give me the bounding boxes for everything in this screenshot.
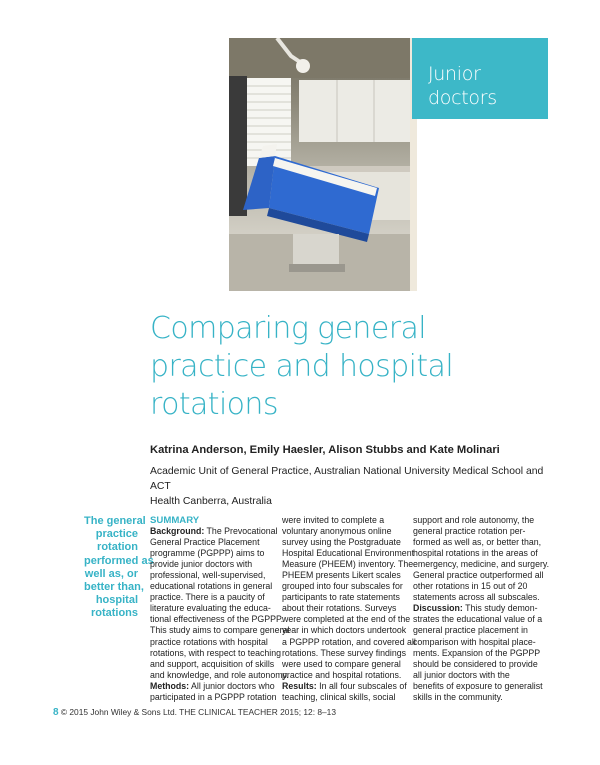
- summary-line-text: a PGPPP rotation, and covered all: [282, 636, 416, 647]
- section-tab: [412, 38, 548, 119]
- summary-line: [282, 614, 411, 625]
- summary-line-text: educational rotations in general: [150, 581, 273, 592]
- pull-quote-line: The general: [84, 515, 146, 527]
- summary-line-text: general practice rotation per-: [413, 526, 526, 537]
- pull-quote-line: hospital: [95, 594, 138, 607]
- summary-line: [413, 537, 542, 548]
- summary-line-text: participated in a PGPPP rotation: [150, 691, 277, 702]
- pull-quote-line: well as, or: [84, 567, 138, 580]
- article-title: [150, 310, 570, 424]
- summary-line: [150, 647, 282, 659]
- summary-line-text: In all four subscales of: [316, 680, 407, 691]
- summary-line-text: rotations, with respect to teaching: [150, 647, 282, 658]
- summary-column-2: [282, 515, 416, 703]
- pull-quote-line: performed as: [84, 554, 154, 567]
- summary-line: [282, 581, 406, 592]
- summary-line: [413, 592, 540, 603]
- summary-line-text: teaching, clinical skills, social: [282, 691, 396, 702]
- summary-line: [282, 625, 406, 636]
- summary-line: [413, 647, 541, 659]
- summary-line-text: all junior doctors with the: [413, 669, 510, 680]
- summary-line: [413, 614, 543, 625]
- affiliation: [150, 464, 550, 509]
- summary-line: [413, 548, 537, 559]
- summary-line: [150, 637, 274, 648]
- summary-line-text: and support, acquisition of skills: [150, 658, 275, 669]
- summary-line-text: support and role autonomy, the: [413, 515, 535, 525]
- summary-line: [282, 526, 406, 537]
- summary-line-text: Hospital Educational Environment: [282, 548, 415, 559]
- summary-line-text: rotations. These survey findings: [282, 647, 407, 658]
- summary-line: [413, 526, 537, 537]
- summary-line: [150, 614, 284, 625]
- affiliation-line-2: Health Canberra, Australia: [150, 496, 272, 507]
- pull-quote: [84, 515, 154, 621]
- summary-line-text: voluntary anonymous online: [282, 526, 392, 537]
- title-line-2: practice and hospital: [150, 349, 454, 384]
- summary-line: [150, 691, 277, 703]
- summary-line: [413, 603, 537, 614]
- summary-line: [150, 548, 274, 559]
- affiliation-line-1: Academic Unit of General Practice, Australian National University Medical School and ACT: [150, 466, 544, 492]
- summary-line-text: PHEEM presents Likert scales: [282, 570, 401, 581]
- summary-line-text: strates the educational value of a: [413, 614, 543, 625]
- summary-line: [150, 559, 274, 570]
- summary-line: [282, 559, 414, 570]
- summary-line-text: Measure (PHEEM) inventory. The: [282, 559, 414, 570]
- summary-line: [150, 592, 274, 603]
- summary-line: [413, 670, 537, 681]
- summary-line: [150, 659, 274, 670]
- summary-line-text: survey using the Postgraduate: [282, 537, 401, 548]
- footer-citation: © 2015 John Wiley & Sons Ltd. THE CLINICAL TEACHER 2015; 12: 8–13: [58, 707, 336, 717]
- summary-line: [413, 637, 537, 648]
- summary-line-text: year in which doctors undertook: [282, 625, 407, 636]
- summary-line: [282, 648, 406, 659]
- summary-line-text: skills in the community.: [413, 691, 503, 702]
- section-label-line-2: doctors: [428, 87, 497, 109]
- summary-line: [282, 515, 406, 526]
- summary-line-text: statements across all subscales.: [413, 592, 540, 603]
- summary-line: [282, 636, 416, 648]
- summary-line-text: other rotations in 15 out of 20: [413, 581, 528, 592]
- summary-section-label: Background:: [150, 526, 205, 537]
- summary-line-text: This study aims to compare general: [150, 625, 290, 636]
- section-label-line-1: Junior: [428, 63, 481, 85]
- summary-line-text: were invited to complete a: [282, 515, 385, 525]
- summary-line-text: were completed at the end of the: [282, 614, 411, 625]
- summary-line-text: hospital rotations in the areas of: [413, 548, 538, 559]
- summary-line: [413, 692, 537, 703]
- title-line-3: rotations: [150, 387, 278, 422]
- summary-line-text: programme (PGPPP) aims to: [150, 548, 265, 559]
- summary-line-text: about their rotations. Surveys: [282, 603, 397, 614]
- summary-line: [413, 515, 537, 526]
- clinic-photo: [229, 38, 410, 291]
- summary-line: [282, 603, 406, 614]
- summary-line-text: All junior doctors who: [189, 680, 275, 691]
- summary-line: [413, 680, 543, 692]
- summary-column-1: [150, 515, 290, 703]
- pull-quote-line: rotations: [90, 607, 138, 620]
- summary-line-text: This study demon-: [462, 603, 538, 614]
- summary-line: [150, 526, 278, 537]
- summary-line-text: practice. There is a paucity of: [150, 592, 265, 603]
- summary-section-label: Results:: [282, 680, 317, 691]
- pull-quote-line: rotation: [97, 541, 138, 554]
- summary-line: [413, 659, 537, 670]
- summary-line-text: ments. Expansion of the PGPPP: [413, 647, 541, 658]
- page-number: 8: [53, 707, 59, 718]
- summary-line-text: and knowledge, and role autonomy.: [150, 669, 289, 680]
- summary-line-text: General practice outperformed all: [413, 570, 544, 581]
- summary-line-text: grouped into four subscales for: [282, 581, 403, 592]
- summary-line: [413, 559, 550, 570]
- summary-line-text: emergency, medicine, and surgery.: [413, 559, 550, 570]
- summary-line: [282, 570, 406, 581]
- summary-line: [282, 670, 406, 681]
- summary-line-text: professional, well-supervised,: [150, 570, 266, 581]
- summary-line-text: practice and hospital rotations.: [282, 669, 402, 680]
- summary-line: [282, 537, 406, 548]
- summary-line: [150, 570, 274, 581]
- summary-line: [150, 537, 274, 548]
- summary-heading: SUMMARY: [150, 515, 200, 526]
- summary-line-text: tional effectiveness of the PGPPP.: [150, 614, 284, 625]
- pull-quote-line: practice: [95, 528, 138, 541]
- summary-line-text: were used to compare general: [282, 658, 401, 669]
- summary-line: [413, 570, 544, 581]
- author-list: Katrina Anderson, Emily Haesler, Alison Stubbs and Kate Molinari: [150, 444, 500, 456]
- pull-quote-line: better than,: [84, 581, 144, 594]
- summary-line-text: practice rotations with hospital: [150, 636, 268, 647]
- summary-line-text: general practice placement in: [413, 625, 528, 636]
- summary-line-text: formed as well as, or better than,: [413, 537, 542, 548]
- summary-line-text: participants to rate statements: [282, 592, 400, 603]
- summary-section-label: Discussion:: [413, 603, 463, 614]
- summary-line: [282, 692, 406, 703]
- summary-line-text: provide junior doctors with: [150, 559, 253, 570]
- summary-line: [150, 669, 289, 681]
- title-line-1: Comparing general: [150, 311, 426, 346]
- summary-line-text: The Prevocational: [204, 526, 278, 537]
- summary-section-label: Methods:: [150, 680, 190, 691]
- summary-line-text: comparison with hospital place-: [413, 636, 536, 647]
- summary-line-text: General Practice Placement: [150, 537, 260, 548]
- summary-line-text: literature evaluating the educa-: [150, 603, 271, 614]
- summary-line: [282, 592, 406, 603]
- clinic-photo-illustration: [229, 38, 410, 291]
- summary-line: [282, 681, 406, 692]
- summary-line: [413, 625, 537, 636]
- summary-line: [150, 581, 274, 592]
- summary-line: [413, 581, 537, 592]
- summary-line: [282, 659, 406, 670]
- page-footer: [53, 707, 336, 718]
- summary-line: [150, 603, 274, 614]
- summary-line: [150, 681, 274, 692]
- summary-column-3: [413, 515, 550, 703]
- summary-line-text: benefits of exposure to generalist: [413, 680, 543, 691]
- summary-line: [150, 625, 290, 636]
- summary-line: [282, 548, 415, 559]
- summary-line-text: should be considered to provide: [413, 658, 538, 669]
